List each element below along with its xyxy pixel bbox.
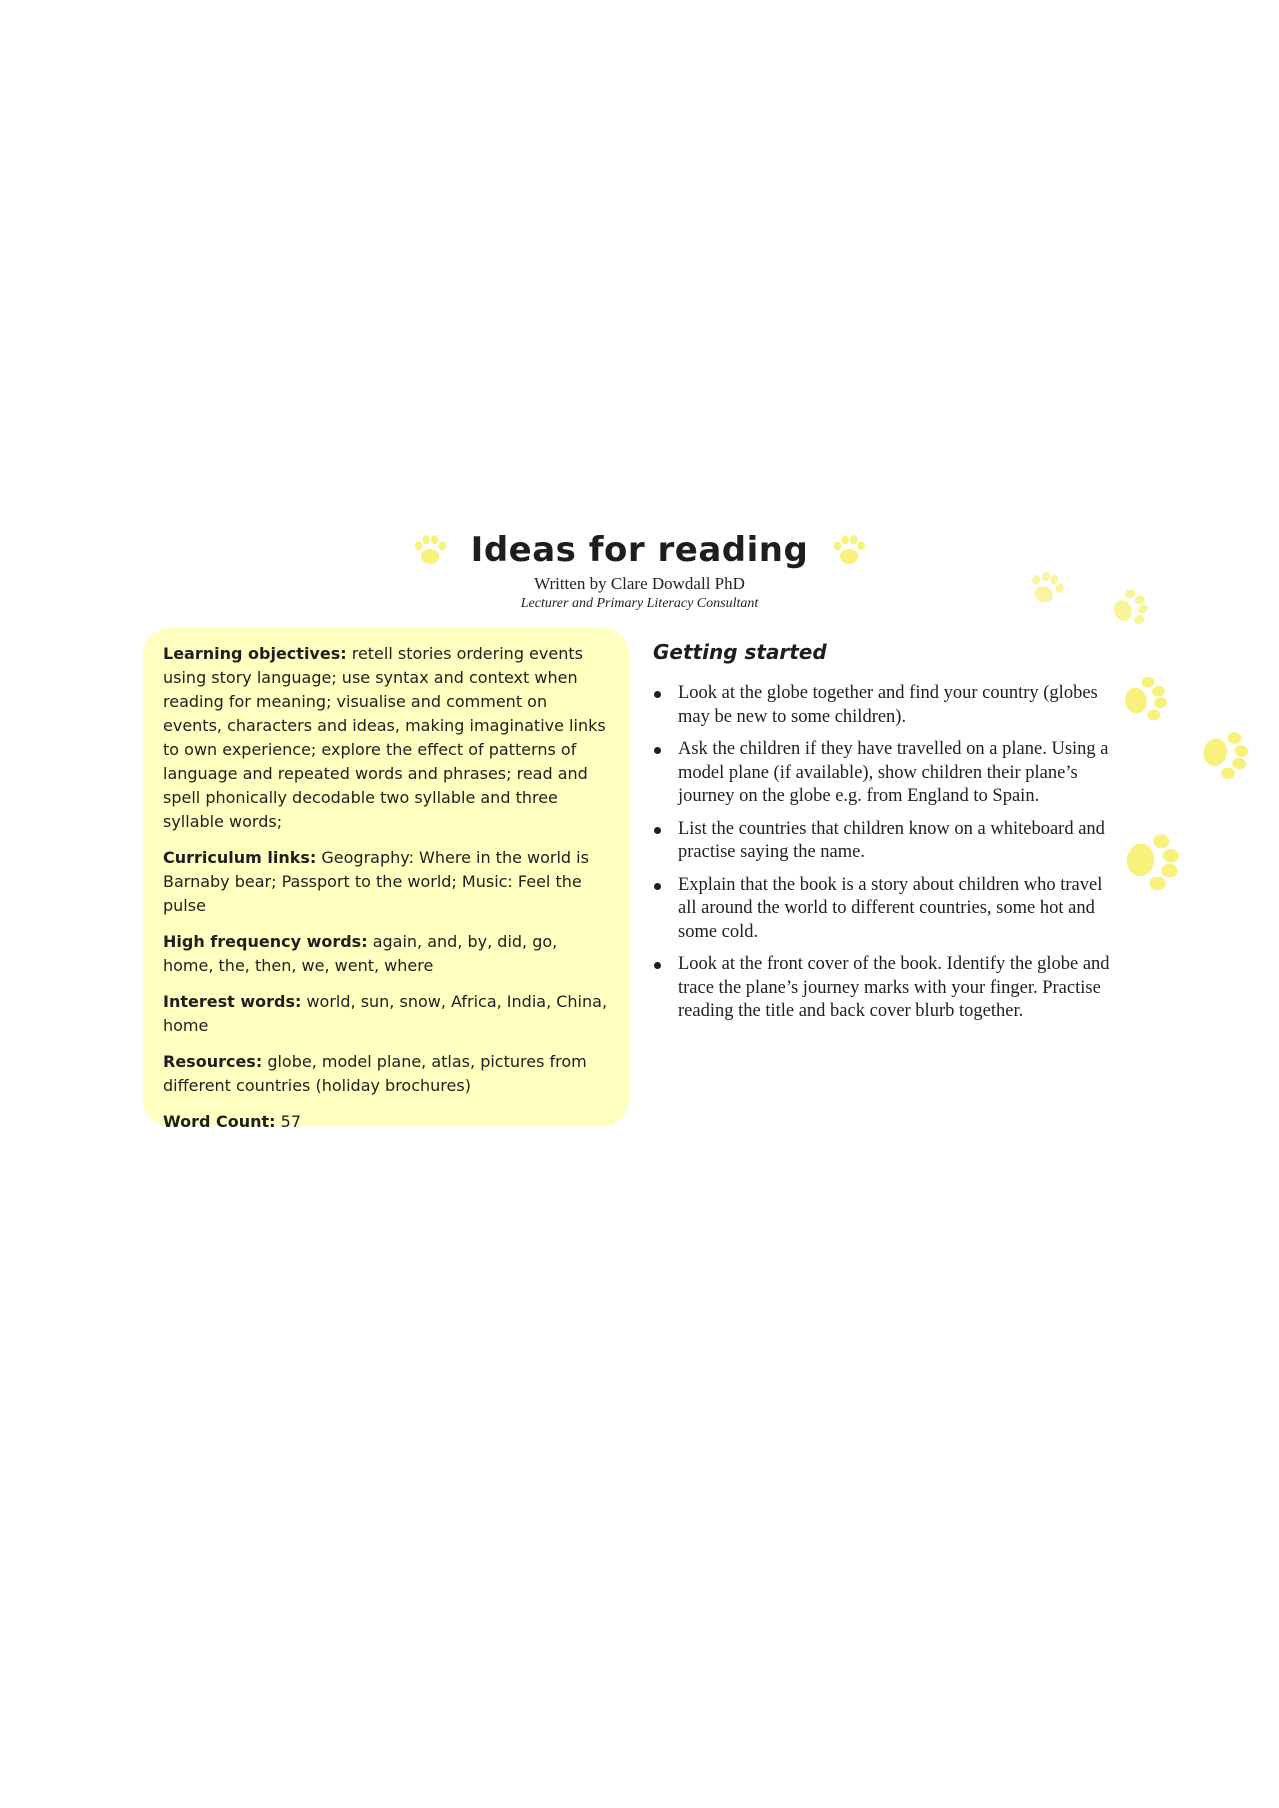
curriculum-links xyxy=(163,846,611,918)
word-count-value: 57 xyxy=(275,1112,301,1131)
getting-started-list xyxy=(653,682,1113,1024)
title-row xyxy=(0,530,1279,570)
interest-text: world, sun, snow, Africa, India, China, home xyxy=(163,992,608,1035)
page-title: Ideas for reading xyxy=(470,530,809,570)
list-item: Look at the front cover of the book. Identify the globe and trace the plane’s journey marks with your finger. Practise reading the title and back cover blurb together. xyxy=(653,953,1113,1024)
interest-label: Interest words: xyxy=(163,992,302,1011)
list-item: Look at the globe together and find your country (globes may be new to some children). xyxy=(653,682,1113,729)
objectives-text: retell stories ordering events using story language; use syntax and context when reading for meaning; visualise and comment on events, characters and ideas, making imaginative links to own experience; explore the effect of patterns of language and repeated words and phrases; read and spell phonically decodable two syllable and three syllable words; xyxy=(163,644,606,831)
paw-print-icon xyxy=(1193,721,1256,787)
hf-words-text: again, and, by, did, go, home, the, then, we, went, where xyxy=(163,932,558,975)
high-frequency-words xyxy=(163,930,611,978)
getting-started-section xyxy=(653,640,1113,1033)
resources-text: globe, model plane, atlas, pictures from different countries (holiday brochures) xyxy=(163,1052,587,1095)
word-count-label: Word Count: xyxy=(163,1112,276,1131)
resources xyxy=(163,1050,611,1098)
list-item: Ask the children if they have travelled on a plane. Using a model plane (if available), show children their plane’s journey on the globe e.g. from England to Spain. xyxy=(653,738,1113,809)
paw-print-icon xyxy=(1118,824,1186,897)
learning-objectives xyxy=(163,642,611,834)
paw-print-icon xyxy=(1116,668,1175,730)
section-title: Getting started xyxy=(653,640,827,664)
resources-label: Resources: xyxy=(163,1052,263,1071)
page-header xyxy=(0,530,1279,612)
hf-words-label: High frequency words: xyxy=(163,932,368,951)
list-item: Explain that the book is a story about children who travel all around the world to different countries, some hot and some cold. xyxy=(653,874,1113,945)
curriculum-label: Curriculum links: xyxy=(163,848,317,867)
objectives-panel xyxy=(143,628,629,1131)
author-byline: Written by Clare Dowdall PhD xyxy=(534,574,745,593)
curriculum-text: Geography: Where in the world is Barnaby bear; Passport to the world; Music: Feel the pulse xyxy=(163,848,589,915)
word-count xyxy=(163,1110,611,1134)
list-item: List the countries that children know on a whiteboard and practise saying the name. xyxy=(653,818,1113,865)
paw-print-icon xyxy=(830,531,868,569)
interest-words xyxy=(163,990,611,1038)
objectives-label: Learning objectives: xyxy=(163,644,347,663)
paw-print-icon xyxy=(411,531,449,569)
author-role: Lecturer and Primary Literacy Consultant xyxy=(520,596,759,611)
